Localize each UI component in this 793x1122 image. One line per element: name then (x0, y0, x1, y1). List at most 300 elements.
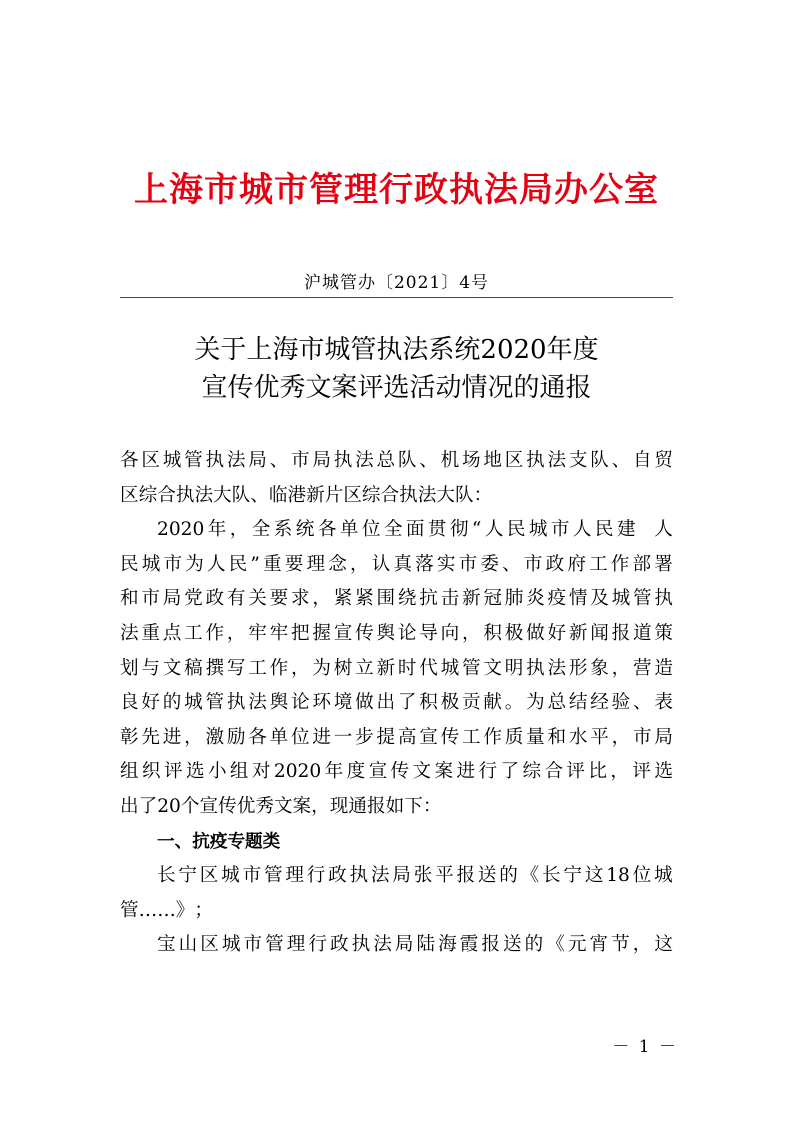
text-glyph: 新 (306, 484, 325, 506)
text-glyph: 作 (269, 657, 289, 679)
text-glyph: 送 (477, 865, 497, 887)
text-glyph: 管 (265, 934, 284, 956)
text-glyph: 一 (157, 831, 175, 852)
text-glyph: 划 (120, 657, 139, 679)
text-glyph: 场 (462, 450, 481, 471)
text-glyph: 的 (499, 865, 518, 887)
text-glyph: 现 (329, 795, 349, 817)
text-glyph: 城 (221, 865, 240, 887)
text-glyph: 市 (458, 553, 478, 575)
text-glyph: 作 (205, 622, 225, 644)
text-glyph: 评 (163, 761, 183, 783)
text-glyph: 优 (236, 795, 256, 817)
text-glyph: 法 (373, 934, 392, 956)
text-glyph: 关 (248, 588, 267, 610)
text-glyph: 署 (654, 553, 673, 575)
text-glyph: 量 (526, 726, 545, 748)
text-glyph: 文 (162, 657, 182, 679)
text-glyph: 对 (251, 761, 271, 783)
text-glyph: 选 (185, 761, 205, 783)
text-glyph: 质 (504, 726, 524, 748)
text-glyph: 组 (229, 761, 249, 783)
body-line (120, 928, 673, 963)
text-glyph: 文 (483, 657, 502, 679)
text-glyph: 新 (376, 657, 396, 679)
text-glyph: 、 (269, 450, 289, 471)
text-glyph: 好 (141, 692, 160, 714)
text-glyph: 冠 (483, 588, 502, 610)
document-title (0, 331, 793, 407)
text-glyph: 比 (588, 761, 608, 783)
text-glyph: 人 (484, 519, 504, 541)
text-glyph: 宁 (178, 865, 197, 887)
text-glyph: 握 (312, 622, 331, 644)
text-glyph: 道 (633, 622, 652, 644)
text-glyph: 自 (633, 450, 652, 471)
text-glyph: 一 (333, 726, 353, 748)
text-glyph: 导 (419, 622, 438, 644)
text-glyph: 积 (483, 622, 502, 644)
text-glyph: 营 (633, 657, 652, 679)
text-glyph: 新 (568, 622, 588, 644)
text-glyph: 队 (397, 450, 417, 471)
text-glyph: 20 (157, 795, 181, 817)
text-glyph: 执 (399, 484, 418, 506)
text-glyph: 贡 (462, 692, 481, 714)
text-glyph: 党 (184, 588, 203, 610)
text-glyph: 工 (184, 622, 203, 644)
text-glyph: ， (349, 553, 369, 575)
body-line (120, 894, 673, 929)
text-glyph: 高 (397, 726, 417, 748)
text-glyph: 长 (157, 865, 176, 887)
text-glyph: 立 (355, 657, 374, 679)
text-glyph: 人 (572, 519, 592, 541)
text-glyph: 新 (462, 588, 481, 610)
body-line (120, 790, 673, 825)
text-glyph: 建 (616, 519, 636, 541)
text-glyph: 各 (317, 519, 337, 541)
text-glyph: 局 (312, 450, 331, 471)
text-glyph: 进 (456, 761, 476, 783)
text-glyph: 牢 (248, 622, 267, 644)
text-glyph: 》 (175, 899, 195, 921)
text-glyph: 为 (312, 657, 331, 679)
text-glyph: 这 (584, 865, 604, 887)
text-glyph: 疫 (209, 831, 228, 852)
text-glyph: 作 (483, 726, 502, 748)
text-glyph: 城 (162, 450, 182, 471)
text-glyph: 选 (654, 761, 673, 783)
text-glyph: 民 (120, 553, 139, 575)
text-glyph: 评 (566, 761, 586, 783)
text-glyph: 行 (306, 865, 326, 887)
text-glyph: 作 (610, 553, 630, 575)
text-glyph: 法 (120, 622, 139, 644)
text-glyph: 行 (478, 761, 498, 783)
text-glyph: 委 (480, 553, 499, 575)
text-glyph: 小 (207, 761, 227, 783)
text-glyph: 人 (654, 519, 673, 541)
text-glyph: 进 (162, 726, 182, 748)
text-glyph: 总 (547, 692, 567, 714)
text-glyph: 政 (545, 553, 565, 575)
text-glyph: 城 (528, 519, 548, 541)
text-glyph: 传 (390, 761, 410, 783)
text-glyph: ， (611, 657, 631, 679)
text-glyph: … (157, 899, 176, 921)
text-glyph: 报 (366, 795, 386, 817)
text-glyph: 位 (632, 865, 652, 887)
text-glyph: 2020 (273, 761, 322, 783)
text-glyph: 局 (654, 726, 673, 748)
text-glyph: 市 (243, 934, 263, 956)
text-glyph: 区 (141, 450, 160, 471)
text-glyph: 与 (141, 657, 160, 679)
text-glyph: 局 (162, 588, 182, 610)
text-glyph: 市 (633, 726, 652, 748)
text-glyph: 执 (205, 450, 225, 471)
text-glyph: 海 (438, 934, 457, 956)
text-glyph: 执 (654, 588, 673, 610)
text-glyph: 撰 (205, 657, 225, 679)
text-glyph: 评 (632, 761, 651, 783)
text-glyph: 城 (141, 553, 161, 575)
text-glyph: 工 (462, 726, 481, 748)
text-glyph: 了 (138, 795, 158, 817)
text-glyph: ， (312, 588, 331, 610)
text-glyph: 了 (500, 761, 520, 783)
text-glyph: 局 (248, 450, 267, 471)
text-glyph: 地 (483, 450, 502, 471)
text-glyph: 城 (611, 588, 631, 610)
text-glyph: 城 (440, 657, 460, 679)
text-glyph: 有 (226, 588, 246, 610)
text-glyph: 传 (355, 622, 374, 644)
text-glyph: 执 (526, 450, 545, 471)
issuing-organization-header: 上海市城市管理行政执法局办公室 (134, 170, 659, 210)
text-glyph: 稿 (184, 657, 203, 679)
text-glyph: 管 (462, 657, 481, 679)
text-glyph: 激 (205, 726, 225, 748)
text-glyph: 先 (141, 726, 160, 748)
text-glyph: 秀 (255, 795, 274, 817)
text-glyph: ， (462, 622, 481, 644)
text-glyph: 贯 (427, 519, 447, 541)
text-glyph: 元 (567, 934, 587, 956)
text-glyph: 彻 (449, 519, 469, 541)
text-glyph: … (138, 899, 158, 921)
text-glyph: 策 (654, 622, 673, 644)
text-glyph: 港 (287, 484, 307, 506)
text-glyph: 的 (162, 692, 182, 714)
text-glyph: 系 (273, 519, 293, 541)
text-glyph: 时 (397, 657, 417, 679)
text-glyph: 为 (526, 692, 545, 714)
text-glyph: 实 (436, 553, 456, 575)
text-glyph: 写 (226, 657, 246, 679)
text-glyph: 城 (654, 865, 673, 887)
red-separator-rule (120, 297, 673, 298)
text-glyph: ， (229, 519, 249, 541)
text-glyph: 环 (312, 692, 331, 714)
text-glyph: 合 (380, 484, 400, 506)
text-glyph: ” (250, 553, 260, 575)
text-glyph: 把 (291, 622, 310, 644)
text-glyph: 法 (194, 484, 214, 506)
text-glyph: 宣 (199, 795, 219, 817)
body-line (120, 513, 673, 548)
document-title-line-1: 关于上海市城管执法系统2020年度 (194, 335, 599, 365)
text-glyph: 城 (184, 692, 203, 714)
text-glyph: 市 (523, 553, 543, 575)
text-glyph: 水 (568, 726, 588, 748)
text-glyph: 综 (138, 484, 158, 506)
text-glyph: 表 (654, 692, 673, 714)
text-glyph: 法 (355, 450, 374, 471)
text-glyph: 工 (248, 657, 267, 679)
text-glyph: 年 (207, 519, 227, 541)
text-glyph: 执 (349, 865, 369, 887)
text-glyph: 法 (547, 657, 567, 679)
text-glyph: 综 (522, 761, 542, 783)
text-glyph: 情 (568, 588, 588, 610)
text-glyph: 论 (291, 692, 310, 714)
text-glyph: 验 (611, 692, 631, 714)
text-glyph: 宁 (563, 865, 583, 887)
text-glyph: 片 (324, 484, 344, 506)
text-glyph: ， (226, 622, 246, 644)
text-glyph: 报 (611, 622, 631, 644)
text-glyph: ， (611, 726, 631, 748)
text-glyph: 理 (306, 553, 326, 575)
text-glyph: 紧 (355, 588, 374, 610)
text-glyph: 出 (120, 795, 139, 817)
text-glyph: 组 (120, 761, 139, 783)
text-glyph: 平 (435, 865, 454, 887)
text-glyph: 民 (506, 519, 526, 541)
text-glyph: 政 (205, 588, 225, 610)
text-glyph: 民 (594, 519, 614, 541)
text-glyph: 区 (200, 934, 219, 956)
body-line (120, 582, 673, 617)
text-glyph: 文 (273, 795, 293, 817)
text-glyph: 类 (262, 831, 281, 852)
text-glyph: 执 (351, 934, 371, 956)
text-glyph: 全 (251, 519, 271, 541)
text-glyph: 法 (248, 692, 267, 714)
text-glyph: 做 (526, 622, 545, 644)
text-glyph: 政 (330, 934, 349, 956)
text-glyph: 为 (185, 553, 204, 575)
text-glyph: 造 (654, 657, 673, 679)
text-glyph: 霞 (459, 934, 479, 956)
text-glyph: 行 (308, 934, 327, 956)
text-glyph: 抗 (192, 831, 210, 852)
text-glyph: 抗 (419, 588, 438, 610)
text-glyph: 击 (440, 588, 460, 610)
text-glyph: 题 (245, 831, 263, 852)
text-glyph: 单 (269, 726, 289, 748)
text-glyph: 点 (162, 622, 182, 644)
text-glyph: 向 (440, 622, 460, 644)
text-glyph: 大 (436, 484, 455, 506)
text-glyph: 进 (312, 726, 331, 748)
text-glyph: 结 (568, 692, 588, 714)
body-line (120, 548, 673, 583)
text-glyph: 单 (339, 519, 359, 541)
text-glyph: 《 (546, 934, 565, 956)
text-glyph: 局 (394, 934, 414, 956)
text-glyph: 经 (590, 692, 609, 714)
text-glyph: 市 (242, 865, 262, 887)
section-heading (120, 825, 673, 860)
text-glyph: 市 (163, 553, 183, 575)
text-glyph: 区 (199, 865, 219, 887)
body-line (120, 617, 673, 652)
text-glyph: 。 (504, 692, 524, 714)
text-glyph: 求 (291, 588, 310, 610)
text-glyph: 局 (392, 865, 411, 887)
text-glyph: ； (194, 899, 214, 921)
text-glyph: 要 (269, 588, 289, 610)
text-glyph: 政 (328, 865, 347, 887)
text-glyph: 认 (371, 553, 391, 575)
text-glyph: 综 (361, 484, 381, 506)
text-glyph: 案 (434, 761, 454, 783)
text-glyph: 度 (346, 761, 366, 783)
text-glyph: 张 (413, 865, 433, 887)
text-glyph: 贸 (654, 450, 673, 471)
text-glyph: 2020 (157, 519, 205, 541)
text-glyph: 、 (611, 450, 631, 471)
text-glyph: 闻 (590, 622, 609, 644)
text-glyph: 部 (632, 553, 652, 575)
text-glyph: 彰 (120, 726, 139, 748)
text-glyph: 法 (547, 450, 567, 471)
text-glyph: 面 (405, 519, 425, 541)
text-glyph: ， (291, 657, 310, 679)
text-glyph: 这 (654, 934, 673, 956)
text-glyph: ， (632, 934, 652, 956)
text-glyph: 极 (440, 692, 460, 714)
text-glyph: 各 (120, 450, 139, 471)
text-glyph: “ (471, 519, 482, 541)
text-glyph: 的 (524, 934, 544, 956)
text-glyph: 如 (385, 795, 405, 817)
page-number: － 1 － (612, 1037, 678, 1057)
text-glyph: 专 (227, 831, 246, 852)
text-glyph: 市 (141, 588, 160, 610)
text-glyph: 区 (120, 484, 139, 506)
document-body (120, 444, 673, 963)
text-glyph: 、 (633, 692, 652, 714)
text-glyph: ， (184, 726, 203, 748)
text-glyph: 要 (284, 553, 304, 575)
text-glyph: 舆 (376, 622, 396, 644)
text-glyph: 宵 (589, 934, 609, 956)
text-glyph: 队 (590, 450, 609, 471)
text-glyph: 区 (343, 484, 362, 506)
text-glyph (639, 513, 651, 548)
body-line (120, 652, 673, 687)
text-glyph: 临 (268, 484, 288, 506)
text-glyph: 和 (547, 726, 567, 748)
text-glyph: 好 (547, 622, 567, 644)
text-glyph: 山 (178, 934, 198, 956)
text-glyph: 励 (226, 726, 246, 748)
text-glyph: 极 (504, 622, 524, 644)
text-glyph: 织 (141, 761, 161, 783)
text-glyph: 出 (376, 692, 396, 714)
text-glyph: 管 (120, 899, 139, 921)
text-glyph: 年 (324, 761, 344, 783)
text-glyph: 管 (205, 692, 225, 714)
text-glyph: 报 (456, 865, 476, 887)
text-glyph: 节 (611, 934, 630, 956)
text-glyph: 大 (213, 484, 232, 506)
text-glyph: 各 (248, 726, 267, 748)
text-glyph: 了 (397, 692, 417, 714)
text-glyph: 和 (120, 588, 139, 610)
text-glyph: 市 (291, 450, 310, 471)
text-glyph: 管 (184, 450, 203, 471)
body-line (120, 444, 673, 479)
text-glyph: 府 (567, 553, 586, 575)
text-glyph: 舆 (269, 692, 289, 714)
text-glyph: 重 (141, 622, 160, 644)
text-glyph: 重 (263, 553, 282, 575)
text-glyph: 疫 (547, 588, 567, 610)
text-glyph: 长 (542, 865, 561, 887)
text-glyph: 人 (206, 553, 226, 575)
text-glyph: 下 (404, 795, 423, 817)
text-glyph: ： (473, 484, 493, 506)
text-glyph: 树 (333, 657, 353, 679)
text-glyph: ， (610, 761, 629, 783)
text-glyph: 及 (590, 588, 609, 610)
text-glyph: 管 (263, 865, 283, 887)
text-glyph: 队 (231, 484, 251, 506)
text-glyph: 、 (502, 553, 521, 575)
text-glyph: 传 (440, 726, 460, 748)
body-line (120, 755, 673, 790)
text-glyph: 宝 (157, 934, 176, 956)
body-line (120, 479, 673, 514)
text-glyph: 《 (520, 865, 540, 887)
text-glyph: 传 (218, 795, 237, 817)
text-glyph: 市 (550, 519, 570, 541)
text-glyph: 献 (483, 692, 502, 714)
text-glyph: 提 (376, 726, 396, 748)
text-glyph: 做 (355, 692, 374, 714)
document-title-line-2: 宣传优秀文案评选活动情况的通报 (201, 373, 592, 403)
body-line (120, 721, 673, 756)
text-glyph: 支 (568, 450, 588, 471)
text-glyph: ： (422, 795, 442, 817)
text-glyph: 念 (328, 553, 347, 575)
text-glyph: 执 (226, 692, 246, 714)
text-glyph: 围 (376, 588, 396, 610)
text-glyph: 牢 (269, 622, 289, 644)
text-glyph: 宣 (419, 726, 438, 748)
text-glyph: 宣 (333, 622, 353, 644)
text-glyph: ， (311, 795, 330, 817)
text-glyph: 象 (590, 657, 609, 679)
text-glyph: 18 (606, 865, 630, 887)
text-glyph: 法 (417, 484, 437, 506)
text-glyph: 机 (440, 450, 460, 471)
